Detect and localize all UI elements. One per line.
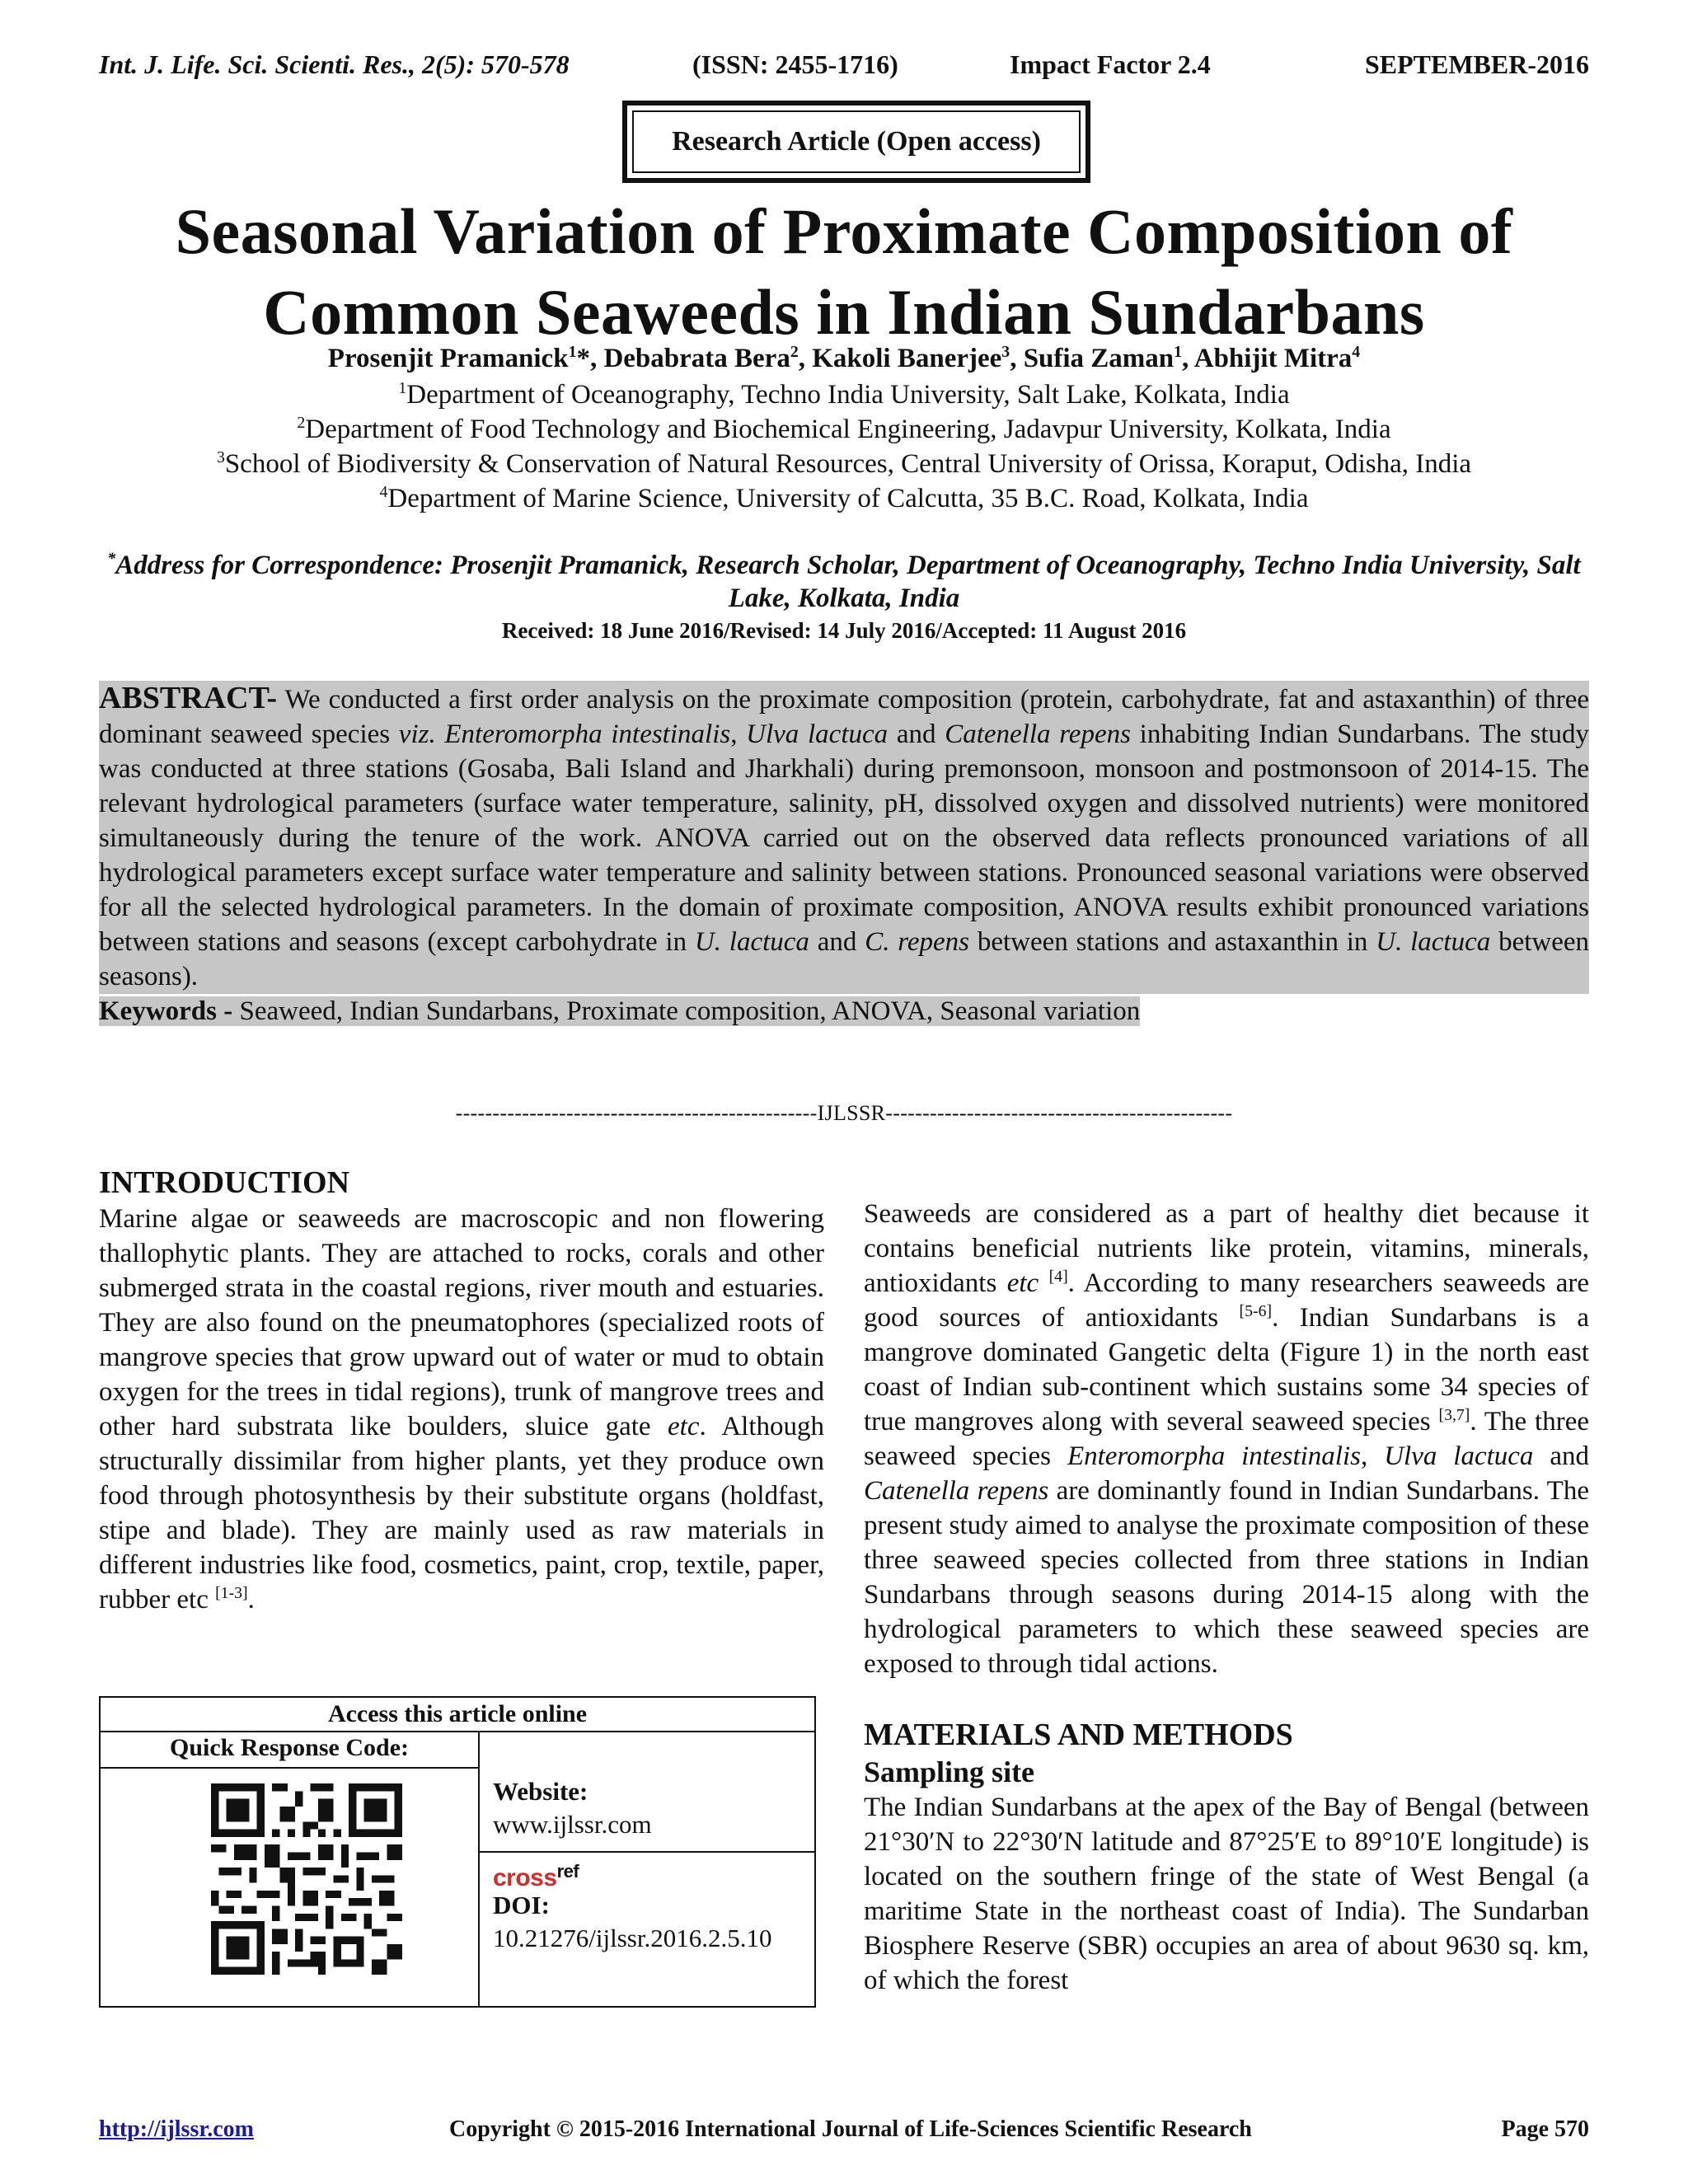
crossref-logo: cross$^{ref}$: [493, 1861, 579, 1891]
doi-cell: [493, 1889, 771, 1955]
website-cell: [493, 1775, 652, 1841]
paper-title: [82, 191, 1606, 353]
introduction-paragraph: Marine algae or seaweeds are macroscopic and non flowering thallophytic plants. They are attached to rocks, corals and other submerged strata in the coastal regions, river mouth and estuaries. They are also found on the pneumatophores (specialized roots of mangrove species that grow upward out of water or mud to obtain oxygen for the trees in tidal regions), trunk of mangrove trees and other hard substrata like boulders, sluice gate etc. Although structurally dissimilar from higher plants, yet they produce own food through photosynthesis by their substitute organs (holdfast, stipe and blade). They are mainly used as raw materials in different industries like food, cosmetics, paint, crop, textile, paper, rubber etc [1-3].: [99, 1204, 825, 1615]
affiliation-4: $^4$Department of Marine Science, University of Calcutta, 35 B.C. Road, Kolkata, India: [379, 483, 1309, 513]
doi-label: DOI:: [493, 1891, 550, 1919]
affiliations: [82, 377, 1606, 516]
journal-url-link[interactable]: http://ijlssr.com: [99, 2116, 254, 2142]
abstract-text: ABSTRACT- We conducted a first order analysis on the proximate composition (protein, carbohydrate, fat and astaxanthin) of three dominant seaweed species viz. Enteromorpha intestinalis, Ulva lactuca and Catenella repens inhabiting Indian Sundarbans. The study was conducted at three stations (Gosaba, Bali Island and Jharkhali) during premonsoon, monsoon and postmonsoon of 2014-15. The relevant hydrological parameters (surface water temperature, salinity, pH, dissolved oxygen and dissolved nutrients) were monitored simultaneously during the tenure of the work. ANOVA carried out on the observed data reflects pronounced variations of all hydrological parameters except surface water temperature and salinity between stations. Pronounced seasonal variations were observed for all the selected hydrological parameters. In the domain of proximate composition, ANOVA results exhibit pronounced variations between stations and seasons (except carbohydrate in U. lactuca and C. repens between stations and astaxanthin in U. lactuca between seasons).: [99, 681, 1589, 994]
website-link[interactable]: www.ijlssr.com: [493, 1810, 652, 1839]
copyright-notice: Copyright © 2015-2016 International Journal of Life-Sciences Scientific Research: [449, 2116, 1252, 2142]
affiliation-3: $^3$School of Biodiversity & Conservation of Natural Resources, Central University of Orissa, Koraput, Odisha, India: [216, 448, 1472, 479]
title-line-1: Seasonal Variation of Proximate Composition of: [175, 195, 1513, 267]
affiliation-1: $^1$Department of Oceanography, Techno India University, Salt Lake, Kolkata, India: [398, 379, 1290, 410]
affiliation-2: $^2$Department of Food Technology and Biochemical Engineering, Jadavpur University, Kolkata, India: [297, 414, 1391, 444]
abstract-section: [99, 681, 1589, 1029]
introduction-heading: INTRODUCTION: [99, 1165, 350, 1200]
qr-code-image[interactable]: [211, 1783, 402, 1975]
article-type-box: [622, 101, 1090, 183]
author: Debabrata Bera$^2$,: [603, 343, 813, 373]
submission-dates: Received: 18 June 2016/Revised: 14 July 2016/Accepted: 11 August 2016: [501, 618, 1187, 643]
author: Kakoli Banerjee$^3$,: [812, 343, 1024, 373]
issn: (ISSN: 2455-1716): [692, 49, 898, 79]
issue-date: SEPTEMBER-2016: [1364, 49, 1589, 79]
author-list: [82, 341, 1606, 376]
sampling-site-heading: Sampling site: [864, 1755, 1035, 1788]
keywords-label: Keywords -: [99, 996, 240, 1026]
page-footer: [99, 2116, 1589, 2149]
intro-continuation-paragraph: Seaweeds are considered as a part of healthy diet because it contains beneficial nutrients like protein, vitamins, minerals, antioxidants etc [4]. According to many researchers seaweeds are good sources of antioxidants [5-6]. Indian Sundarbans is a mangrove dominated Gangetic delta (Figure 1) in the north east coast of Indian sub-continent which sustains some 34 species of true mangroves along with several seaweed species [3,7]. The three seaweed species Enteromorpha intestinalis, Ulva lactuca and Catenella repens are dominantly found in Indian Sundarbans. The present study aimed to analyse the proximate composition of these three seaweed species collected from three stations in Indian Sundarbans through seasons during 2014-15 along with the hydrological parameters to which these seaweed species are exposed to through tidal actions.: [864, 1199, 1590, 1679]
left-column: [99, 1164, 824, 1617]
running-header: [99, 49, 1589, 86]
access-article-table: [99, 1696, 816, 2008]
keywords: Keywords - Seaweed, Indian Sundarbans, Proximate composition, ANOVA, Seasonal variation: [99, 996, 1141, 1026]
author: Prosenjit Pramanick$^1$*,: [327, 343, 604, 373]
title-line-2: Common Seaweeds in Indian Sundarbans: [263, 276, 1425, 348]
page-number: Page 570: [1501, 2116, 1589, 2142]
section-divider: -------------------------------------------------IJLSSR-----------------------------------------------: [455, 1101, 1233, 1125]
doi-link[interactable]: 10.21276/ijlssr.2016.2.5.10: [493, 1924, 772, 1952]
sampling-site-paragraph: The Indian Sundarbans at the apex of the Bay of Bengal (between 21°30′N to 22°30′N latitude and 87°25′E to 89°10′E longitude) is located on the southern fringe of the state of West Bengal (a maritime State in the northeast coast of India). The Sundarban Biosphere Reserve (SBR) occupies an area of about 9630 sq. km, of which the forest: [864, 1793, 1589, 1995]
article-type-label: Research Article (Open access): [632, 110, 1081, 173]
correspondence-address: *Address for Correspondence: Prosenjit Pramanick, Research Scholar, Department of Oceanography, Techno India University, Salt Lake, Kolkata, India: [107, 550, 1581, 613]
journal-citation: Int. J. Life. Sci. Scienti. Res., 2(5): 570-578: [99, 49, 570, 79]
abstract-label: ABSTRACT-: [99, 681, 278, 715]
author: Sufia Zaman$^1$,: [1023, 343, 1194, 373]
impact-factor: Impact Factor 2.4: [1010, 49, 1211, 79]
right-column: [864, 1197, 1589, 1998]
author: Abhijit Mitra$^4$: [1193, 343, 1361, 373]
website-label: Website:: [493, 1777, 588, 1806]
qr-code-label: Quick Response Code:: [101, 1731, 478, 1769]
access-table-heading: Access this article online: [101, 1698, 814, 1732]
methods-heading: MATERIALS AND METHODS: [864, 1718, 1293, 1752]
